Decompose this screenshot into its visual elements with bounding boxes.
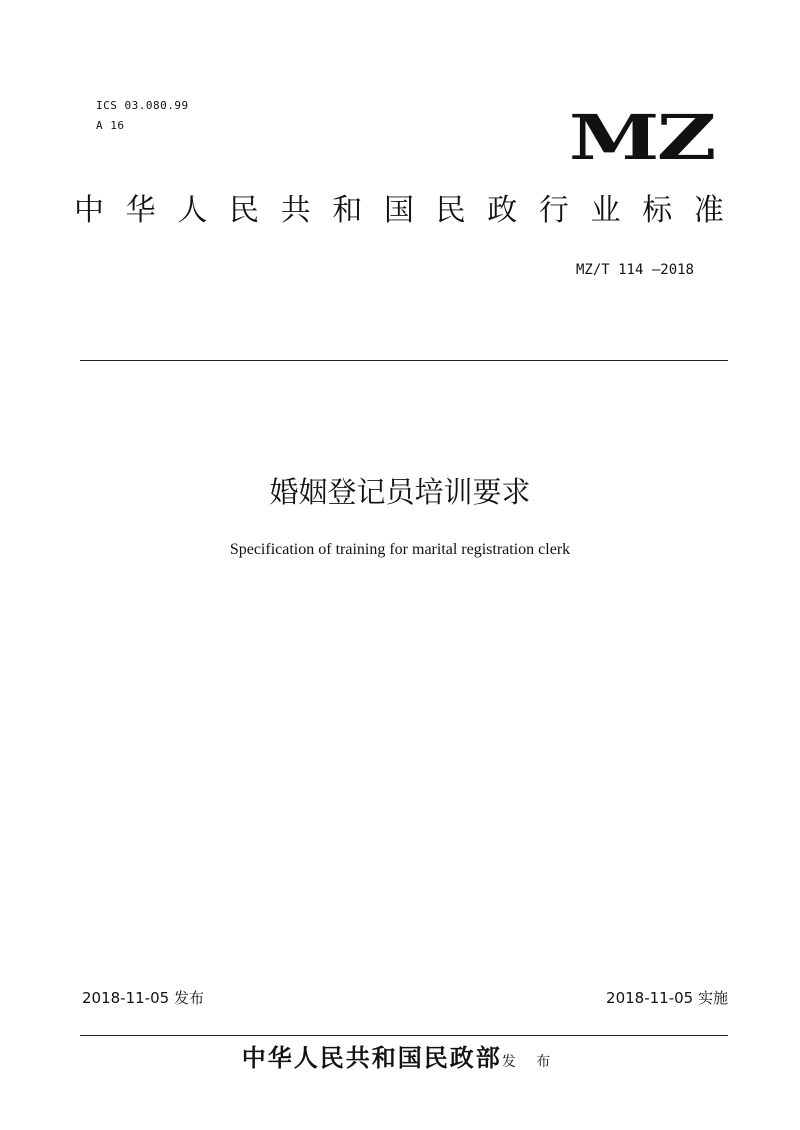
issuer-name: 中华人民共和国民政部 (241, 1044, 502, 1072)
ics-code: ICS 03.080.99 (96, 99, 189, 112)
standard-code: MZ/T 114 —2018 (575, 262, 694, 278)
title-char: 政 (487, 193, 518, 228)
title-char: 民 (435, 193, 466, 228)
title-char: 业 (590, 193, 621, 228)
document-title-en: Specification of training for marital registration clerk (229, 541, 571, 558)
issuer-line (0, 1040, 800, 1080)
title-char: 国 (383, 193, 414, 228)
title-char: 民 (228, 193, 259, 228)
issuer-suffix: 发 布 (501, 1054, 559, 1070)
issue-date: 2018-11-05 发布 (82, 989, 204, 1007)
title-char: 中 (74, 193, 104, 228)
title-char: 共 (280, 193, 311, 228)
implement-date: 2018-11-05 实施 (606, 989, 728, 1007)
standard-category-title (74, 190, 724, 232)
classification-codes (96, 96, 189, 136)
title-char: 和 (332, 193, 363, 228)
title-char: 人 (177, 193, 208, 228)
title-char: 准 (693, 193, 724, 228)
top-divider (80, 360, 728, 361)
document-title-cn: 婚姻登记员培训要求 (269, 475, 531, 509)
title-char: 行 (538, 193, 569, 228)
title-char: 标 (642, 193, 673, 228)
mz-logo: MZ (568, 101, 714, 174)
bottom-divider (80, 1035, 728, 1036)
ccs-code: A 16 (96, 119, 125, 132)
title-char: 华 (125, 193, 156, 228)
